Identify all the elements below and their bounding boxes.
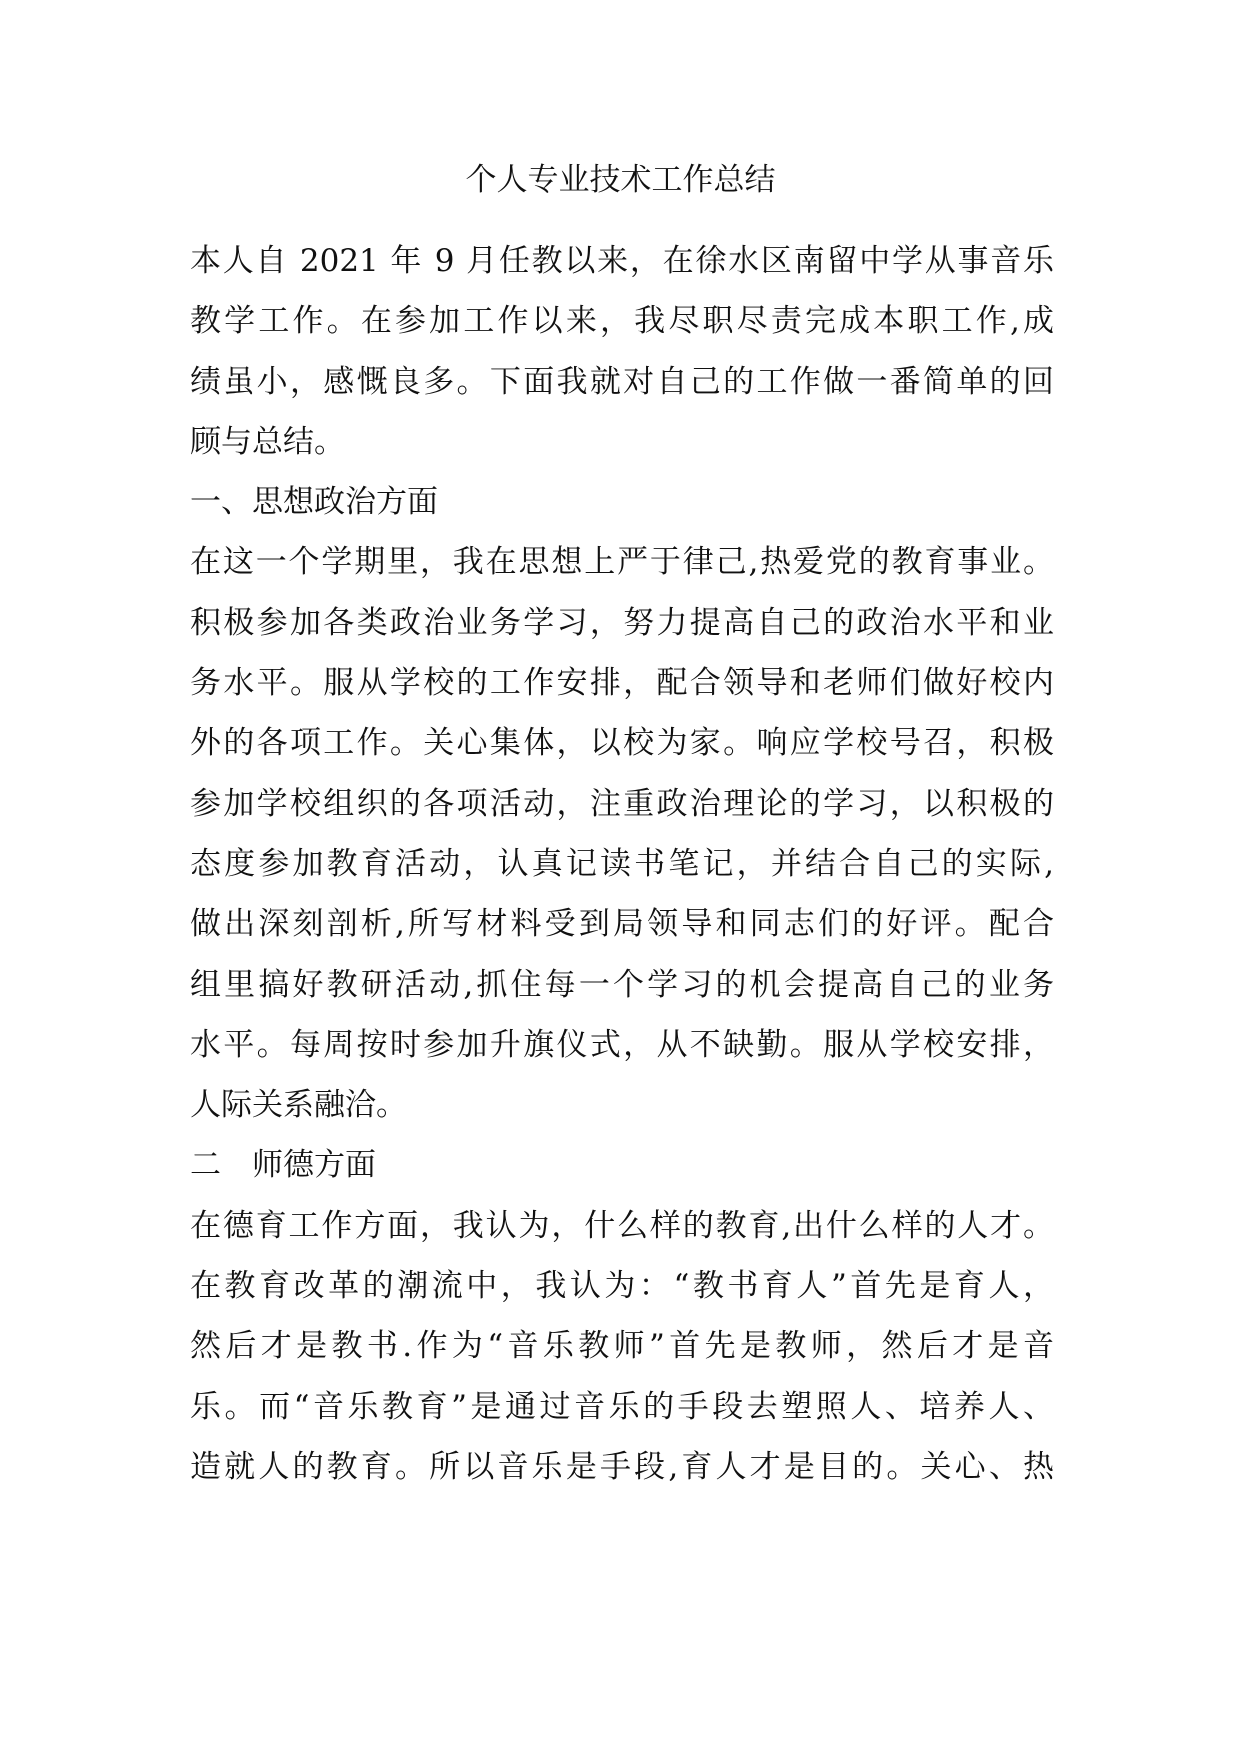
body-line-2: 教学工作。在参加工作以来，我尽职尽责完成本职工作,成 — [190, 303, 1054, 340]
body-line-7: 积极参加各类政治业务学习，努力提高自己的政治水平和业 — [190, 604, 1054, 641]
body-line-12: 做出深刻剖析,所写材料受到局领导和同志们的好评。配合 — [190, 906, 1054, 943]
document-body — [190, 231, 1054, 1497]
body-line-19: 然后才是教书.作为“音乐教师”首先是教师，然后才是音 — [190, 1328, 1054, 1365]
body-line-6: 在这一个学期里，我在思想上严于律己,热爱党的教育事业。 — [190, 544, 1054, 581]
body-line-21: 造就人的教育。所以音乐是手段,育人才是目的。关心、热 — [190, 1448, 1054, 1485]
body-line-1: 本人自 2021 年 9 月任教以来，在徐水区南留中学从事音乐 — [190, 243, 1054, 279]
section-heading-politics: 一、思想政治方面 — [190, 484, 438, 521]
body-line-18: 在教育改革的潮流中，我认为：“教书育人”首先是育人， — [190, 1268, 1054, 1305]
body-line-3: 绩虽小，感慨良多。下面我就对自己的工作做一番简单的回 — [190, 363, 1054, 400]
section-heading-ethics: 二 师德方面 — [190, 1147, 376, 1184]
document-title: 个人专业技术工作总结 — [465, 162, 776, 198]
body-line-4: 顾与总结。 — [190, 423, 345, 460]
body-line-8: 务水平。服从学校的工作安排，配合领导和老师们做好校内 — [190, 665, 1054, 702]
body-line-10: 参加学校组织的各项活动，注重政治理论的学习，以积极的 — [190, 785, 1054, 822]
body-line-17: 在德育工作方面，我认为，什么样的教育,出什么样的人才。 — [190, 1207, 1054, 1244]
body-line-9: 外的各项工作。关心集体，以校为家。响应学校号召，积极 — [190, 725, 1054, 762]
body-line-14: 水平。每周按时参加升旗仪式，从不缺勤。服从学校安排， — [190, 1026, 1054, 1063]
body-line-11: 态度参加教育活动，认真记读书笔记，并结合自己的实际, — [190, 845, 1054, 882]
body-line-13: 组里搞好教研活动,抓住每一个学习的机会提高自己的业务 — [190, 966, 1054, 1003]
body-line-20: 乐。而“音乐教育”是通过音乐的手段去塑照人、培养人、 — [190, 1388, 1054, 1425]
body-line-15: 人际关系融洽。 — [190, 1087, 407, 1124]
